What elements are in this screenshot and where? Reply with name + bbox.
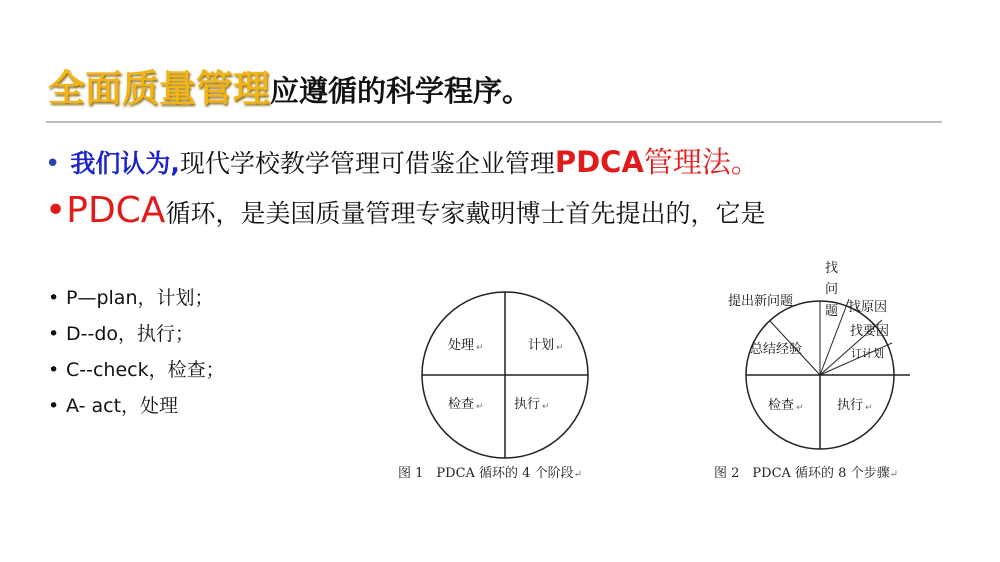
label-make-plan: 订计划 (851, 347, 884, 360)
label-find-problem-2: 问 (825, 282, 839, 297)
svg-text:↵: ↵ (796, 403, 804, 413)
title-rest: 应遵循的科学程序。 (270, 74, 532, 108)
step-text: A- act，处理 (66, 395, 179, 417)
line2-pdca: PDCA (66, 190, 166, 231)
figure-pdca-4-phases (410, 286, 610, 461)
bullet-line-1 (45, 140, 760, 181)
svg-text:↵: ↵ (476, 343, 484, 353)
svg-text:↵: ↵ (556, 343, 564, 353)
svg-text:↵: ↵ (865, 403, 873, 413)
list-item: • D--do，执行； (48, 323, 195, 345)
label-find-key-cause: 找要因 (850, 324, 890, 339)
list-item: • A- act，处理 (48, 395, 179, 417)
title-divider (46, 121, 942, 123)
figure2-caption: 图 2 PDCA 循环的 8 个步骤↵ (714, 466, 898, 481)
label-find-problem-3: 题 (825, 304, 839, 319)
pdca-steps-list (48, 283, 225, 427)
svg-text:↵: ↵ (476, 402, 484, 412)
line2-text: 循环，是美国质量管理专家戴明博士首先提出的，它是 (165, 199, 766, 228)
quadrant-plan: 计划 (528, 338, 555, 353)
bullet-dot: • (45, 149, 61, 179)
quadrant-act: 处理 (448, 338, 475, 353)
bullet-dot: • (45, 190, 67, 231)
label-summarize: 总结经验 (750, 342, 803, 357)
quadrant-do: 执行 (514, 397, 541, 412)
list-item: • C--check，检查； (48, 359, 225, 381)
line1-black-text: 现代学校教学管理可借鉴企业管理 (179, 149, 555, 178)
label-find-cause: 找原因 (848, 300, 888, 315)
bullet-line-2 (45, 190, 765, 231)
label-raise-new-problem: 提出新问题 (728, 294, 794, 309)
svg-text:↵: ↵ (542, 402, 550, 412)
figure-pdca-8-steps (722, 255, 922, 455)
slide-title (48, 58, 531, 112)
step-text: P—plan，计划； (66, 287, 214, 309)
line1-blue-text: 我们认为, (70, 149, 180, 178)
quadrant-check: 检查 (768, 398, 795, 413)
line1-management: 管理法。 (643, 145, 760, 179)
title-highlight: 全面质量管理 (48, 67, 270, 110)
list-item: • P—plan，计划； (48, 287, 214, 309)
step-text: C--check，检查； (66, 359, 225, 381)
label-find-problem-1: 找 (825, 261, 839, 276)
line1-pdca: PDCA (554, 145, 644, 179)
figure1-caption: 图 1 PDCA 循环的 4 个阶段↵ (398, 466, 582, 481)
quadrant-check: 检查 (448, 397, 475, 412)
quadrant-do: 执行 (837, 398, 864, 413)
step-text: D--do，执行； (66, 323, 195, 345)
